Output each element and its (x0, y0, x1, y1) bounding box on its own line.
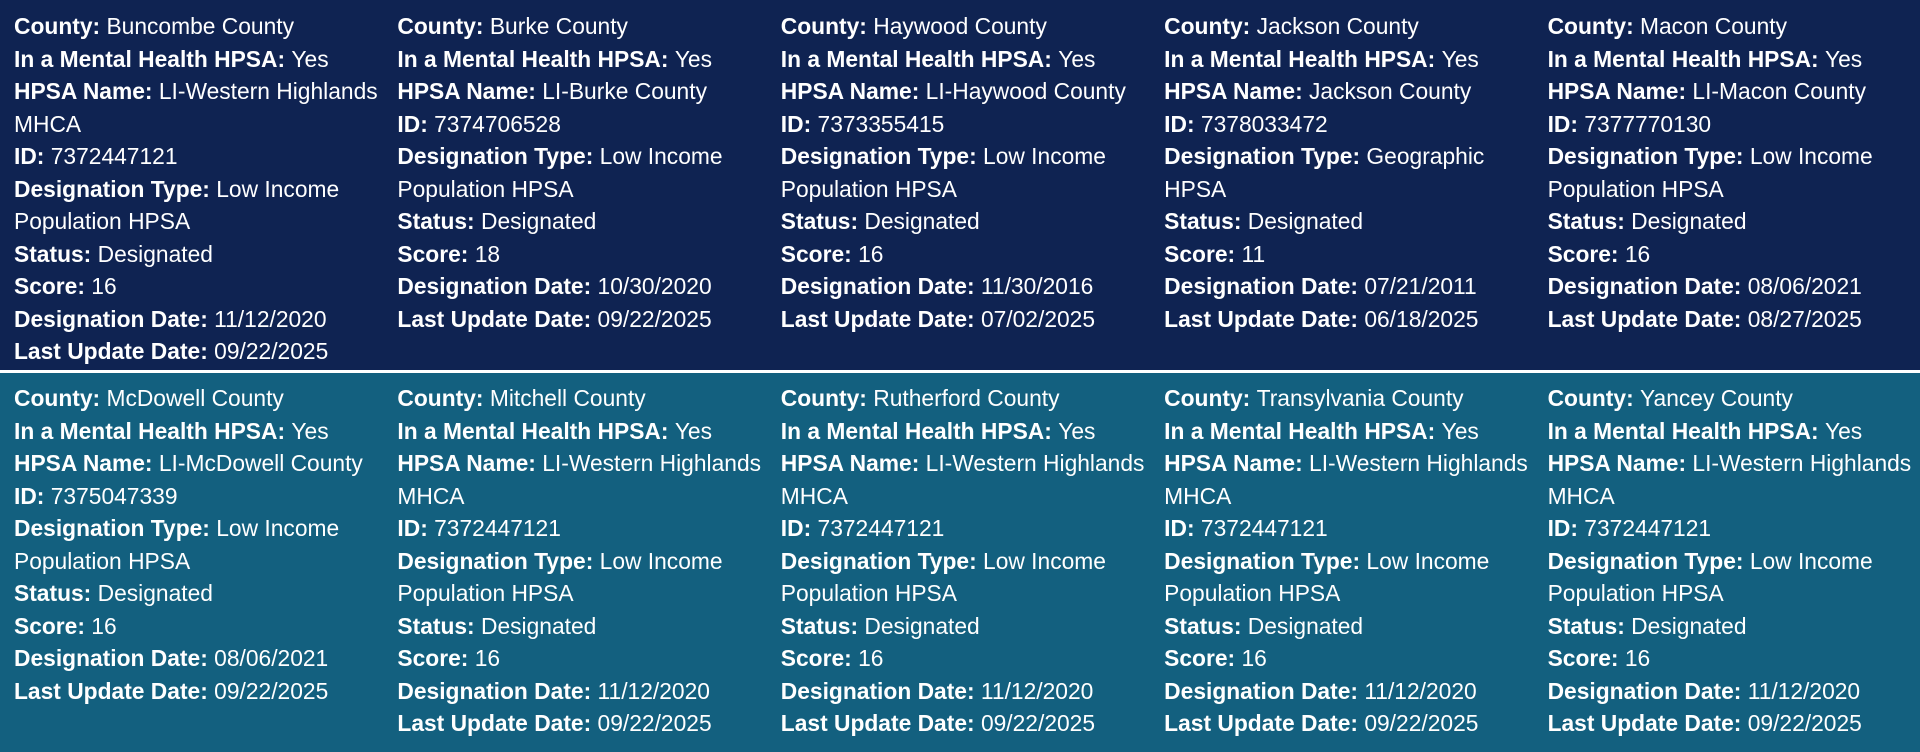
hpsa-name-label: HPSA Name: (1164, 78, 1303, 104)
in-mental-health-hpsa-label: In a Mental Health HPSA: (1164, 45, 1436, 72)
score-value: 16 (858, 645, 884, 671)
hpsa-id-line (1548, 512, 1913, 545)
status-value: Designated (97, 240, 213, 267)
last-update-date-label: Last Update Date: (780, 710, 975, 736)
score-value: 11 (1241, 240, 1266, 267)
hpsa-name-line (397, 75, 762, 108)
hpsa-id-label: ID: (780, 110, 812, 137)
hpsa-name-value: LI-Western Highlands MHCA (780, 450, 1145, 509)
county-label: County: (14, 385, 101, 411)
designation-date-line (1164, 675, 1529, 708)
county-card (14, 10, 397, 370)
designation-date-label: Designation Date: (1547, 273, 1742, 299)
status-value: Designated (481, 612, 597, 639)
designation-date-line (14, 303, 379, 336)
last-update-date-value: 09/22/2025 (214, 677, 329, 704)
hpsa-name-value: LI-Western Highlands MHCA (14, 78, 378, 137)
hpsa-name-value: LI-Western Highlands MHCA (1547, 450, 1912, 509)
designation-type-value: Low Income Population HPSA (14, 175, 340, 234)
last-update-date-value: 09/22/2025 (597, 710, 712, 736)
score-value: 18 (474, 240, 501, 267)
designation-type-line (1164, 140, 1529, 205)
designation-type-label: Designation Type: (780, 143, 977, 169)
county-line (1548, 382, 1913, 415)
score-label: Score: (780, 645, 852, 671)
in-mental-health-hpsa-line (397, 415, 762, 448)
county-line (397, 10, 762, 43)
hpsa-id-label: ID: (14, 482, 45, 509)
hpsa-name-label: HPSA Name: (1547, 78, 1687, 104)
in-mental-health-hpsa-line (1164, 415, 1529, 448)
hpsa-name-label: HPSA Name: (14, 450, 153, 476)
score-line (1164, 642, 1529, 675)
designation-type-line (397, 545, 762, 610)
last-update-date-line (781, 303, 1146, 336)
hpsa-name-label: HPSA Name: (780, 450, 920, 476)
hpsa-name-line (14, 447, 379, 480)
hpsa-name-label: HPSA Name: (397, 450, 536, 476)
in-mental-health-hpsa-label: In a Mental Health HPSA: (1164, 417, 1436, 444)
in-mental-health-hpsa-label: In a Mental Health HPSA: (14, 45, 286, 72)
in-mental-health-hpsa-line (781, 415, 1146, 448)
hpsa-id-label: ID: (1547, 515, 1578, 541)
designation-type-label: Designation Type: (1164, 143, 1361, 169)
hpsa-name-line (1164, 447, 1529, 512)
in-mental-health-hpsa-label: In a Mental Health HPSA: (1547, 417, 1819, 444)
county-value: Jackson County (1256, 13, 1419, 39)
last-update-date-label: Last Update Date: (14, 338, 208, 364)
designation-type-line (14, 173, 379, 238)
designation-type-value: Geographic HPSA (1164, 143, 1485, 202)
hpsa-name-label: HPSA Name: (397, 78, 536, 104)
hpsa-name-value: LI-McDowell County (158, 450, 363, 476)
designation-date-value: 11/12/2020 (597, 677, 710, 704)
hpsa-id-value: 7373355415 (817, 110, 945, 137)
last-update-date-label: Last Update Date: (1547, 305, 1742, 332)
county-card (397, 382, 780, 752)
last-update-date-line (397, 303, 762, 336)
status-value: Designated (1247, 208, 1364, 234)
designation-date-line (397, 675, 762, 708)
score-label: Score: (397, 645, 469, 671)
score-label: Score: (1547, 645, 1619, 671)
status-line (397, 610, 762, 643)
designation-date-label: Designation Date: (397, 677, 592, 704)
designation-type-value: Low Income Population HPSA (780, 547, 1106, 606)
hpsa-id-label: ID: (1164, 515, 1195, 541)
last-update-date-value: 09/22/2025 (1747, 710, 1862, 736)
designation-type-label: Designation Type: (14, 515, 210, 541)
designation-date-value: 08/06/2021 (1747, 273, 1862, 299)
designation-type-line (397, 140, 762, 205)
score-value: 16 (1241, 645, 1267, 671)
last-update-date-value: 09/22/2025 (980, 710, 1096, 736)
score-label: Score: (397, 240, 469, 267)
designation-date-label: Designation Date: (780, 677, 975, 704)
status-label: Status: (1164, 612, 1242, 639)
hpsa-id-label: ID: (397, 110, 428, 137)
last-update-date-line (781, 707, 1146, 740)
county-label: County: (397, 385, 484, 411)
status-line (1548, 205, 1913, 238)
last-update-date-line (1164, 303, 1529, 336)
status-line (781, 610, 1146, 643)
status-line (781, 205, 1146, 238)
hpsa-id-value: 7372447121 (1200, 515, 1328, 541)
last-update-date-label: Last Update Date: (397, 305, 592, 332)
last-update-date-value: 09/22/2025 (597, 305, 712, 332)
hpsa-id-label: ID: (397, 515, 428, 541)
designation-date-line (397, 270, 762, 303)
status-value: Designated (1247, 612, 1364, 639)
hpsa-name-value: LI-Burke County (542, 78, 707, 104)
hpsa-id-value: 7377770130 (1584, 110, 1712, 137)
status-label: Status: (1547, 208, 1625, 234)
in-mental-health-hpsa-value: Yes (1058, 417, 1096, 444)
county-value: McDowell County (106, 385, 284, 411)
designation-date-label: Designation Date: (14, 645, 208, 671)
county-value: Yancey County (1640, 385, 1793, 411)
designation-type-label: Designation Type: (14, 175, 210, 202)
designation-date-value: 07/21/2011 (1364, 273, 1477, 299)
in-mental-health-hpsa-line (14, 43, 379, 76)
hpsa-name-line (1548, 447, 1913, 512)
last-update-date-line (1164, 707, 1529, 740)
county-label: County: (1547, 13, 1634, 39)
hpsa-id-value: 7372447121 (817, 515, 945, 541)
hpsa-name-value: LI-Western Highlands MHCA (397, 450, 762, 509)
designation-type-value: Low Income Population HPSA (14, 515, 340, 574)
status-line (14, 238, 379, 271)
status-value: Designated (1631, 612, 1747, 639)
status-label: Status: (397, 612, 475, 639)
last-update-date-value: 06/18/2025 (1364, 305, 1479, 332)
in-mental-health-hpsa-value: Yes (674, 45, 713, 72)
status-label: Status: (1164, 208, 1242, 234)
score-label: Score: (780, 240, 852, 267)
last-update-date-label: Last Update Date: (1164, 305, 1358, 332)
designation-type-label: Designation Type: (780, 547, 977, 574)
hpsa-name-value: LI-Macon County (1692, 78, 1867, 104)
county-label: County: (14, 13, 101, 39)
county-line (14, 382, 379, 415)
designation-type-label: Designation Type: (1547, 143, 1744, 169)
designation-type-line (14, 512, 379, 577)
status-line (1548, 610, 1913, 643)
status-label: Status: (14, 240, 92, 267)
last-update-date-value: 07/02/2025 (980, 305, 1096, 332)
hpsa-name-line (397, 447, 762, 512)
in-mental-health-hpsa-line (781, 43, 1146, 76)
score-value: 16 (474, 645, 501, 671)
last-update-date-label: Last Update Date: (780, 305, 975, 332)
designation-type-value: Low Income Population HPSA (780, 143, 1106, 202)
designation-type-value: Low Income Population HPSA (1547, 547, 1873, 606)
score-line (397, 238, 762, 271)
county-value: Buncombe County (106, 13, 295, 39)
county-card (14, 382, 397, 752)
designation-date-value: 11/30/2016 (980, 273, 1094, 299)
in-mental-health-hpsa-line (1164, 43, 1529, 76)
hpsa-id-line (397, 512, 762, 545)
county-value: Haywood County (873, 13, 1047, 39)
in-mental-health-hpsa-label: In a Mental Health HPSA: (397, 45, 669, 72)
county-card (1548, 10, 1920, 370)
hpsa-name-line (1548, 75, 1913, 108)
last-update-date-value: 09/22/2025 (214, 338, 329, 364)
county-line (781, 10, 1146, 43)
score-line (781, 238, 1146, 271)
county-card (781, 10, 1164, 370)
hpsa-name-line (781, 447, 1146, 512)
last-update-date-line (397, 707, 762, 740)
score-value: 16 (1624, 645, 1651, 671)
hpsa-id-line (781, 108, 1146, 141)
in-mental-health-hpsa-value: Yes (291, 45, 329, 72)
county-card (781, 382, 1164, 752)
in-mental-health-hpsa-line (1548, 415, 1913, 448)
county-label: County: (780, 13, 867, 39)
hpsa-name-value: LI-Haywood County (925, 78, 1126, 104)
county-line (1164, 382, 1529, 415)
designation-date-line (1164, 270, 1529, 303)
score-line (1548, 238, 1913, 271)
in-mental-health-hpsa-label: In a Mental Health HPSA: (780, 417, 1052, 444)
score-label: Score: (14, 612, 85, 639)
hpsa-id-line (1164, 512, 1529, 545)
last-update-date-label: Last Update Date: (1547, 710, 1742, 736)
hpsa-id-value: 7374706528 (434, 110, 561, 137)
score-line (1164, 238, 1529, 271)
county-value: Mitchell County (489, 385, 646, 411)
in-mental-health-hpsa-value: Yes (1058, 45, 1096, 72)
county-line (781, 382, 1146, 415)
in-mental-health-hpsa-value: Yes (1824, 45, 1863, 72)
hpsa-name-label: HPSA Name: (780, 78, 920, 104)
designation-date-value: 11/12/2020 (980, 677, 1094, 704)
in-mental-health-hpsa-label: In a Mental Health HPSA: (780, 45, 1052, 72)
hpsa-id-line (14, 140, 379, 173)
hpsa-name-value: LI-Western Highlands MHCA (1164, 450, 1528, 509)
designation-type-line (781, 140, 1146, 205)
status-value: Designated (864, 612, 980, 639)
hpsa-id-line (781, 512, 1146, 545)
score-label: Score: (1164, 240, 1236, 267)
designation-type-value: Low Income Population HPSA (397, 143, 723, 202)
hpsa-id-value: 7372447121 (1584, 515, 1712, 541)
county-line (14, 10, 379, 43)
status-label: Status: (14, 580, 92, 606)
designation-date-value: 08/06/2021 (214, 645, 329, 671)
designation-type-line (1548, 140, 1913, 205)
score-line (781, 642, 1146, 675)
status-value: Designated (1631, 208, 1747, 234)
designation-type-label: Designation Type: (397, 143, 594, 169)
status-line (1164, 205, 1529, 238)
status-label: Status: (780, 208, 859, 234)
bottom-row (0, 373, 1920, 752)
hpsa-name-line (1164, 75, 1529, 108)
designation-type-label: Designation Type: (1164, 547, 1361, 574)
score-line (1548, 642, 1913, 675)
hpsa-name-value: Jackson County (1309, 78, 1472, 104)
designation-date-line (781, 675, 1146, 708)
in-mental-health-hpsa-label: In a Mental Health HPSA: (14, 417, 286, 444)
hpsa-name-line (14, 75, 379, 140)
county-card (1164, 10, 1547, 370)
designation-date-line (1548, 270, 1913, 303)
designation-date-label: Designation Date: (1164, 677, 1358, 704)
hpsa-id-label: ID: (1164, 110, 1195, 137)
hpsa-name-label: HPSA Name: (1164, 450, 1303, 476)
in-mental-health-hpsa-value: Yes (1441, 417, 1479, 444)
county-label: County: (397, 13, 484, 39)
hpsa-id-line (397, 108, 762, 141)
hpsa-name-label: HPSA Name: (1547, 450, 1687, 476)
status-value: Designated (864, 208, 980, 234)
in-mental-health-hpsa-line (397, 43, 762, 76)
designation-date-value: 11/12/2020 (214, 305, 327, 332)
designation-date-line (14, 642, 379, 675)
hpsa-id-line (1164, 108, 1529, 141)
status-label: Status: (397, 208, 475, 234)
hpsa-id-label: ID: (14, 143, 45, 169)
last-update-date-label: Last Update Date: (14, 677, 208, 704)
county-value: Macon County (1640, 13, 1788, 39)
designation-date-label: Designation Date: (1164, 273, 1358, 299)
in-mental-health-hpsa-label: In a Mental Health HPSA: (1547, 45, 1819, 72)
designation-date-line (1548, 675, 1913, 708)
score-line (397, 642, 762, 675)
status-label: Status: (1547, 612, 1625, 639)
score-value: 16 (1624, 240, 1651, 267)
hpsa-id-value: 7378033472 (1200, 110, 1328, 137)
in-mental-health-hpsa-value: Yes (1824, 417, 1863, 444)
in-mental-health-hpsa-value: Yes (1441, 45, 1479, 72)
last-update-date-line (14, 335, 379, 368)
score-line (14, 270, 379, 303)
designation-type-value: Low Income Population HPSA (397, 547, 723, 606)
county-label: County: (1547, 385, 1634, 411)
score-value: 16 (91, 612, 117, 639)
status-value: Designated (97, 580, 213, 606)
designation-date-value: 11/12/2020 (1364, 677, 1477, 704)
county-card (397, 10, 780, 370)
hpsa-id-value: 7372447121 (50, 143, 178, 169)
in-mental-health-hpsa-value: Yes (291, 417, 329, 444)
designation-type-label: Designation Type: (1547, 547, 1744, 574)
county-label: County: (780, 385, 867, 411)
last-update-date-label: Last Update Date: (1164, 710, 1358, 736)
designation-type-line (1164, 545, 1529, 610)
last-update-date-value: 09/22/2025 (1364, 710, 1479, 736)
designation-date-line (781, 270, 1146, 303)
hpsa-id-label: ID: (780, 515, 812, 541)
last-update-date-line (14, 675, 379, 708)
status-label: Status: (780, 612, 859, 639)
designation-date-label: Designation Date: (780, 273, 975, 299)
hpsa-id-value: 7372447121 (434, 515, 561, 541)
score-label: Score: (14, 273, 85, 299)
county-value: Transylvania County (1256, 385, 1464, 411)
county-line (1548, 10, 1913, 43)
hpsa-id-line (14, 480, 379, 513)
designation-date-value: 10/30/2020 (597, 273, 712, 299)
designation-date-value: 11/12/2020 (1747, 677, 1861, 704)
score-label: Score: (1164, 645, 1236, 671)
status-line (14, 577, 379, 610)
designation-type-line (1548, 545, 1913, 610)
score-label: Score: (1547, 240, 1619, 267)
designation-type-value: Low Income Population HPSA (1547, 143, 1873, 202)
score-value: 16 (858, 240, 884, 267)
score-line (14, 610, 379, 643)
county-value: Rutherford County (873, 385, 1060, 411)
county-label: County: (1164, 13, 1251, 39)
hpsa-id-value: 7375047339 (50, 482, 178, 509)
top-row (0, 0, 1920, 370)
county-value: Burke County (489, 13, 628, 39)
hpsa-id-line (1548, 108, 1913, 141)
designation-date-label: Designation Date: (14, 305, 208, 332)
designation-date-label: Designation Date: (1547, 677, 1742, 704)
hpsa-id-label: ID: (1547, 110, 1578, 137)
status-line (1164, 610, 1529, 643)
last-update-date-line (1548, 707, 1913, 740)
in-mental-health-hpsa-line (1548, 43, 1913, 76)
county-card (1164, 382, 1547, 752)
in-mental-health-hpsa-label: In a Mental Health HPSA: (397, 417, 669, 444)
designation-type-value: Low Income Population HPSA (1164, 547, 1490, 606)
county-line (1164, 10, 1529, 43)
last-update-date-label: Last Update Date: (397, 710, 592, 736)
county-card (1548, 382, 1920, 752)
status-value: Designated (481, 208, 597, 234)
in-mental-health-hpsa-line (14, 415, 379, 448)
in-mental-health-hpsa-value: Yes (674, 417, 713, 444)
hpsa-name-line (781, 75, 1146, 108)
designation-date-label: Designation Date: (397, 273, 592, 299)
hpsa-name-label: HPSA Name: (14, 78, 153, 104)
status-line (397, 205, 762, 238)
last-update-date-value: 08/27/2025 (1747, 305, 1862, 332)
score-value: 16 (91, 273, 117, 299)
county-line (397, 382, 762, 415)
last-update-date-line (1548, 303, 1913, 336)
designation-type-line (781, 545, 1146, 610)
county-label: County: (1164, 385, 1251, 411)
designation-type-label: Designation Type: (397, 547, 594, 574)
